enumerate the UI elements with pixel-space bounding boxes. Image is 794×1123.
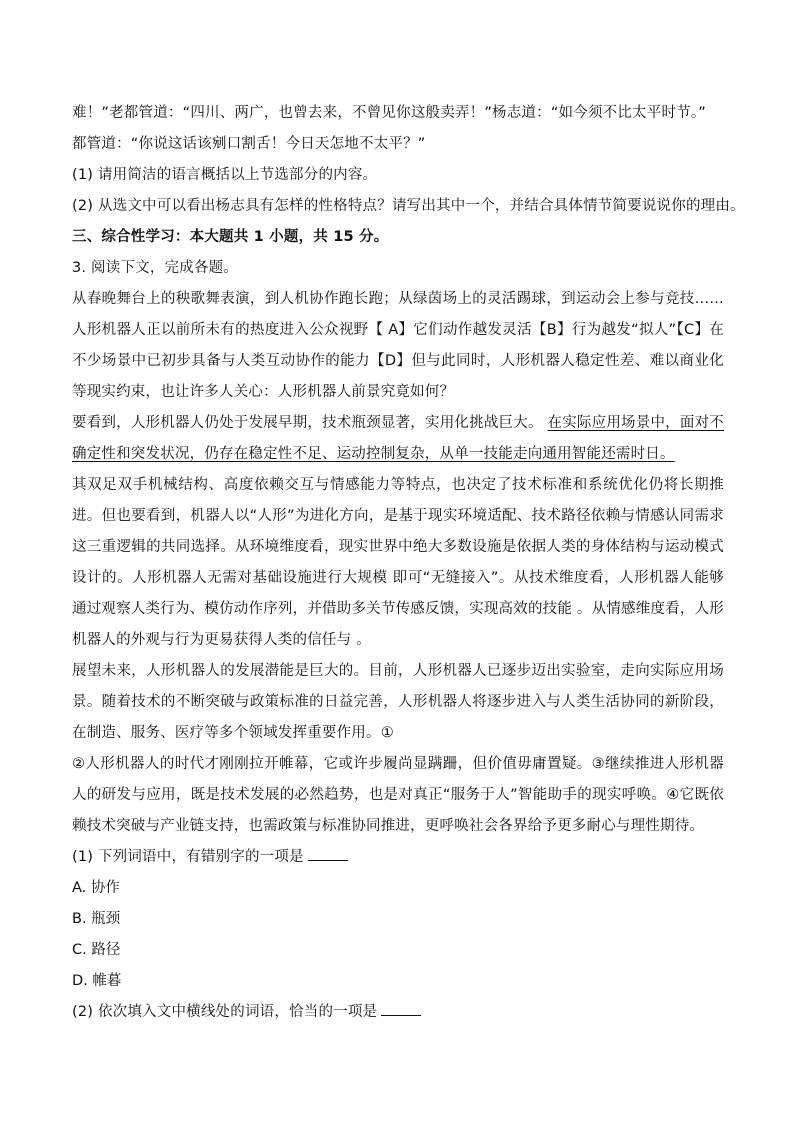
question-intro: 3. 阅读下文，完成各题。 <box>72 260 239 276</box>
passage-line: 难！”老都管道：“四川、两广，也曾去来，不曾见你这般卖弄！”杨志道：“如今须不比太平时节。” <box>72 105 707 121</box>
answer-blank[interactable] <box>381 1001 421 1016</box>
reading-paragraph: 展望未来，人形机器人的发展潜能是巨大的。目前，人形机器人已逐步迈出实验室，走向实际应用场景。随着技术的不断突破与政策标准的日益完善，人形机器人将逐步进入与人类生活协同的新阶段，在制造、服务、医疗等多个领域发挥重要作用。① <box>72 663 724 741</box>
answer-option[interactable]: A. 协作 <box>72 880 120 896</box>
sub-question <box>72 842 724 873</box>
answer-option[interactable]: B. 瓶颈 <box>72 911 121 927</box>
sub-question <box>72 997 724 1028</box>
sub-question-text: (2) 依次填入文中横线处的词语，恰当的一项是 <box>72 1004 378 1020</box>
reading-paragraph <box>72 408 724 470</box>
reading-paragraph: 其双足双手机械结构、高度依赖交互与情感能力等特点，也决定了技术标准和系统优化仍将长期推进。但也要看到，机器人以“人形”为进化方向，是基于现实环境适配、技术路径依赖与情感认同需求这三重逻辑的共同选择。从环境维度看，现实世界中绝大多数设施是依据人类的身体结构与运动模式设计的。人形机器人无需对基础设施进行大规模 即可“无缝接入”。从技术维度看，人形机器人能够通过观察人类行为、模仿动作序列，并借助多关节传感反馈，实现高效的技能 。从情感维度看，人形机器人的外观与行为更易获得人类的信任与 。 <box>72 477 724 648</box>
underlined-sentence: 在实际应用场景中，面对不确定性和突发状况，仍存在稳定性不足、运动控制复杂，从单一技能走向通用智能还需时日。 <box>72 415 724 462</box>
answer-blank[interactable] <box>308 846 348 861</box>
reading-paragraph: ②人形机器人的时代才刚刚拉开帷幕，它或许步履尚显蹒跚，但价值毋庸置疑。③继续推进人形机器人的研发与应用，既是技术发展的必然趋势，也是对真正“服务于人”智能助手的现实呼唤。④它既依赖技术突破与产业链支持，也需政策与标准协同推进，更呼唤社会各界给予更多耐心与理性期待。 <box>72 756 724 834</box>
question-text: (2) 从选文中可以看出杨志具有怎样的性格特点？请写出其中一个，并结合具体情节简要说说你的理由。 <box>72 198 745 214</box>
sub-question-text: (1) 下列词语中，有错别字的一项是 <box>72 849 304 865</box>
answer-option[interactable]: D. 帷暮 <box>72 973 122 989</box>
paragraph-text: 要看到，人形机器人仍处于发展早期，技术瓶颈显著，实用化挑战巨大。 <box>72 415 543 431</box>
question-text: (1) 请用简洁的语言概括以上节选部分的内容。 <box>72 167 378 183</box>
reading-paragraph: 从春晚舞台上的秧歌舞表演，到人机协作跑长跑；从绿茵场上的灵活踢球，到运动会上参与竞技……人形机器人正以前所未有的热度进入公众视野【 A】它们动作越发灵活【B】行为越发“拟人”【C】在不少场景中已初步具备与人类互动协作的能力【D】但与此同时，人形机器人稳定性差、难以商业化等现实约束，也让许多人关心：人形机器人前景究竟如何？ <box>72 291 724 400</box>
passage-line: 都管道：“你说这话该剜口割舌！今日天怎地不太平？” <box>72 136 426 152</box>
answer-option[interactable]: C. 路径 <box>72 942 121 958</box>
section-title: 三、综合性学习：本大题共 1 小题，共 15 分。 <box>72 229 389 245</box>
